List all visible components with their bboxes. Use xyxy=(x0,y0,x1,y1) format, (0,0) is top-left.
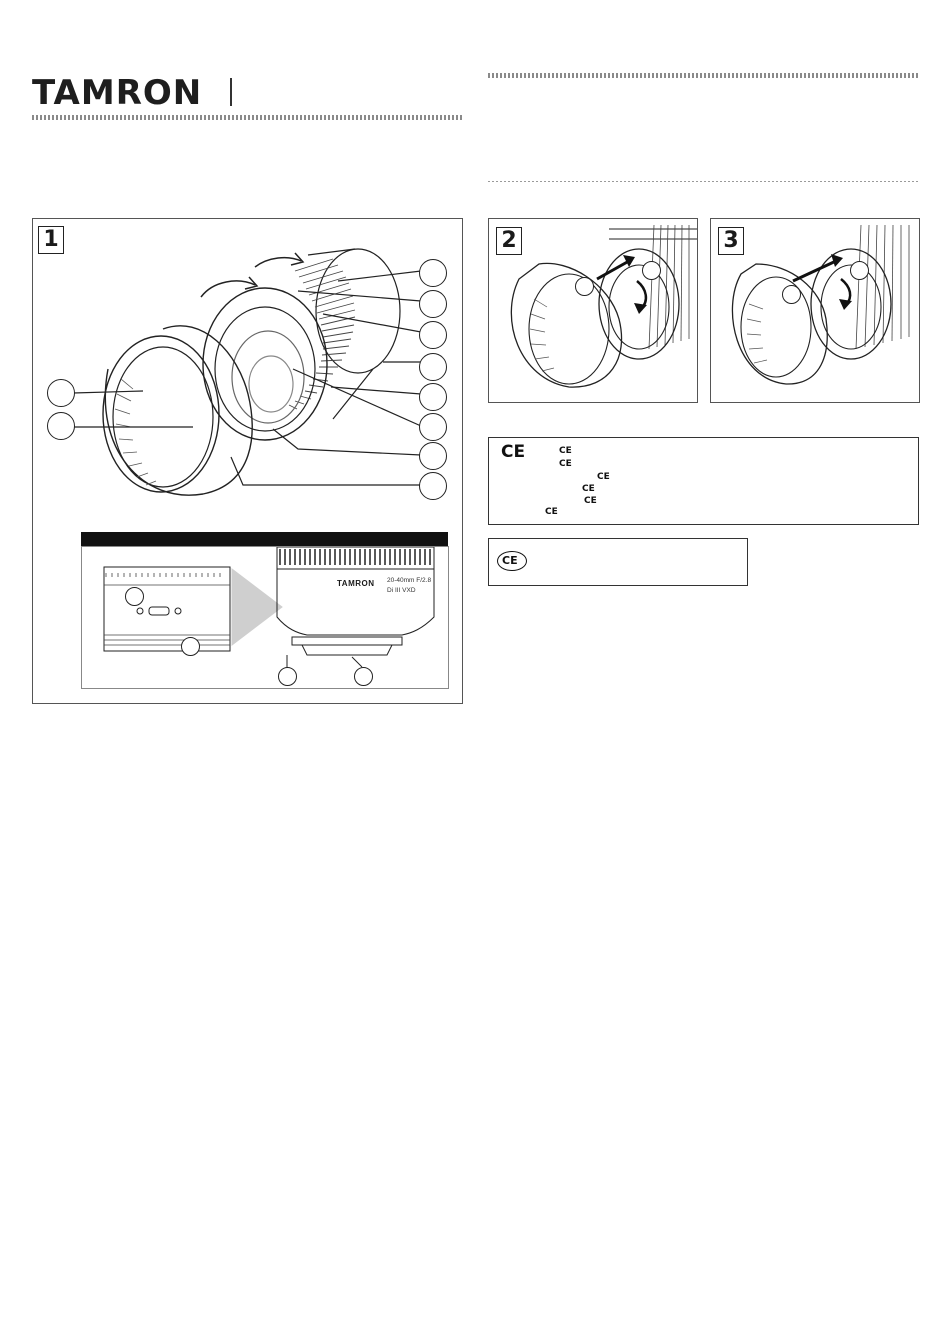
detail-callout-usb xyxy=(125,587,144,606)
figure-2-number: 2 xyxy=(496,227,522,255)
detail-callout-mount xyxy=(354,667,373,686)
detail-callout-switch xyxy=(181,637,200,656)
callout-circle-1 xyxy=(419,259,447,287)
ce-mark-icon: CE xyxy=(582,484,595,494)
ce-mark-icon: CE xyxy=(584,496,597,506)
ce-mark-icon: CE xyxy=(597,472,610,482)
ce-mark-icon: CE xyxy=(559,446,572,456)
ce-oval-box xyxy=(488,538,748,586)
figure-3-panel xyxy=(710,218,920,403)
callout-circle-8 xyxy=(419,472,447,500)
callout-circle-hood-1 xyxy=(47,379,75,407)
fig2-callout-hood-index xyxy=(575,277,594,296)
figure-2-panel xyxy=(488,218,698,403)
logo-divider xyxy=(230,78,232,106)
figure-3-number: 3 xyxy=(718,227,744,255)
hood-reverse-illustration xyxy=(711,219,919,402)
mount-detail-illustration xyxy=(82,547,448,688)
callout-circle-5 xyxy=(419,383,447,411)
fig3-callout-hood-index xyxy=(782,285,801,304)
hood-attach-illustration xyxy=(489,219,697,402)
callout-circle-6 xyxy=(419,413,447,441)
usb-c-port-icon xyxy=(149,607,169,615)
lens-brand-engraving: TAMRON xyxy=(337,579,375,588)
detail-callout-mount-index xyxy=(278,667,297,686)
ce-declaration-box xyxy=(488,437,919,525)
header-dotted-rule-right xyxy=(488,73,918,78)
tamron-logo: TAMRON xyxy=(32,73,203,113)
ce-mark-icon: CE xyxy=(501,442,526,462)
callout-circle-hood-2 xyxy=(47,412,75,440)
lens-parts-illustration xyxy=(33,219,462,529)
detail-inset xyxy=(81,546,449,689)
figure-1-number: 1 xyxy=(38,226,64,254)
callout-circle-3 xyxy=(419,321,447,349)
figure-1-panel xyxy=(32,218,463,704)
fig2-callout-lens-index xyxy=(642,261,661,280)
section-dotted-rule-right xyxy=(488,181,918,182)
callout-circle-7 xyxy=(419,442,447,470)
header-dotted-rule-left xyxy=(32,115,462,120)
ce-mark-icon: CE xyxy=(559,459,572,469)
ce-mark-icon: CE xyxy=(502,554,518,567)
callout-circle-2 xyxy=(419,290,447,318)
ce-mark-icon: CE xyxy=(545,507,558,517)
lens-model-engraving-line-2: Di III VXD xyxy=(387,587,416,594)
callout-circle-4 xyxy=(419,353,447,381)
lens-model-engraving-line-1: 20-40mm F/2.8 xyxy=(387,577,432,584)
detail-header-bar xyxy=(81,532,448,546)
fig3-callout-lens-index xyxy=(850,261,869,280)
